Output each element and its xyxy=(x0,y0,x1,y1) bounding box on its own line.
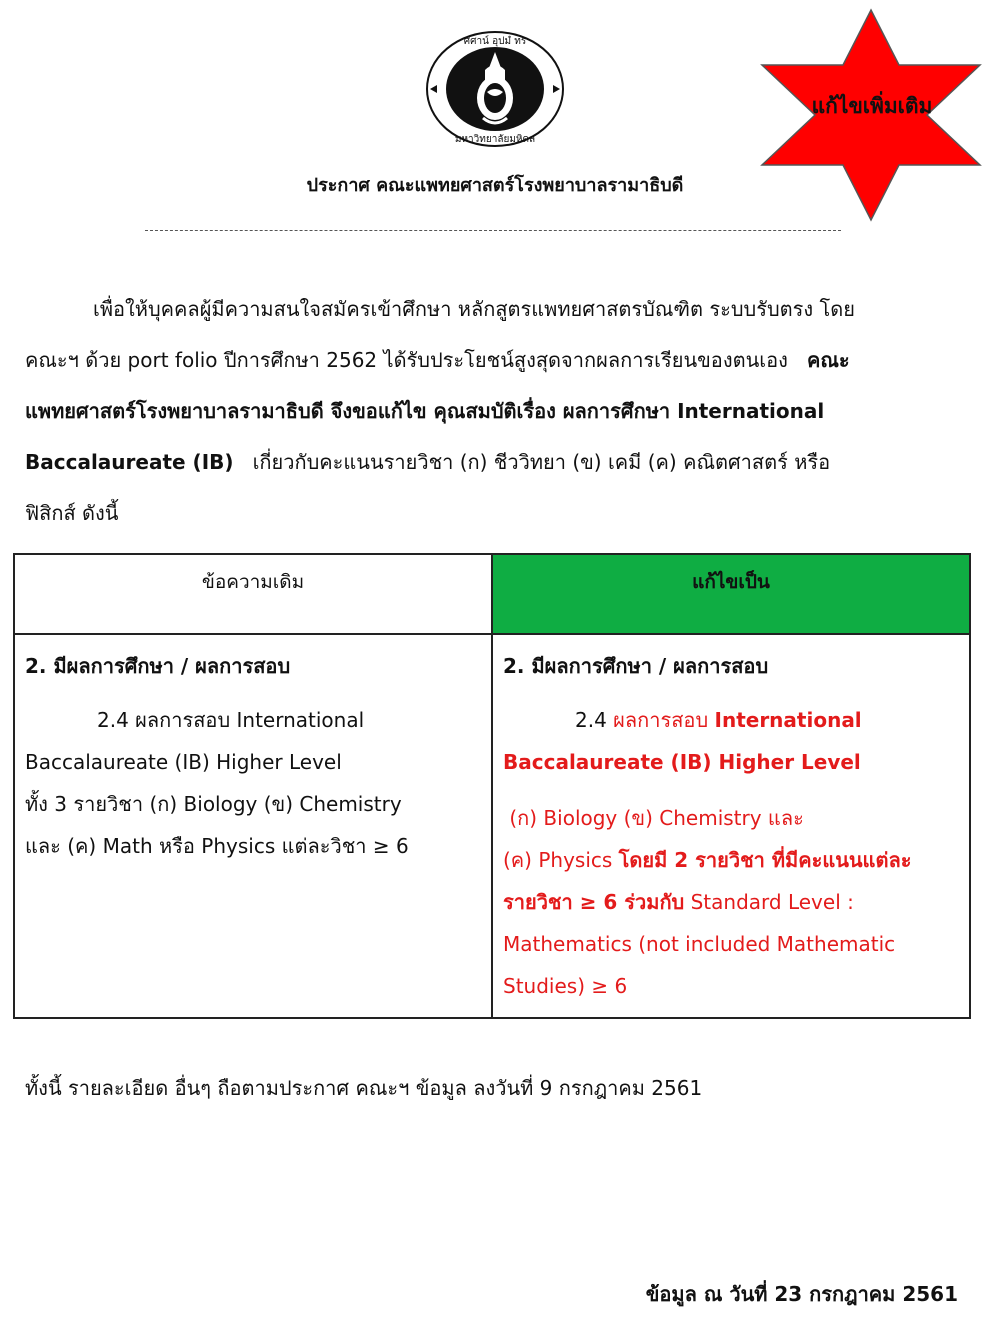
intro-line-5: ฟิสิกส์ ดังนี้ xyxy=(25,501,119,525)
new-line-1: 2.4 ผลการสอบ International xyxy=(575,708,862,732)
new-line-2: Baccalaureate (IB) Higher Level xyxy=(503,750,861,774)
old-heading: 2. มีผลการศึกษา / ผลการสอบ xyxy=(25,654,291,678)
new-line-5: รายวิชา ≥ 6 ร่วมกับ Standard Level : xyxy=(503,890,854,914)
old-text-cell xyxy=(14,634,492,1018)
seal-text-bottom: มหาวิทยาลัยมหิดล xyxy=(454,134,536,145)
col-header-old: ข้อความเดิม xyxy=(14,554,492,634)
col-header-new: แก้ไขเป็น xyxy=(492,554,970,634)
table-header-row xyxy=(14,554,970,634)
comparison-table xyxy=(13,553,971,1019)
seal-text-top: ศศาน์ อุปมํ ทร xyxy=(463,36,527,47)
page-title: ประกาศ คณะแพทยศาสตร์โรงพยาบาลรามาธิบดี xyxy=(306,175,684,196)
intro-line-3: แพทยศาสตร์โรงพยาบาลรามาธิบดี จึงขอแก้ไข คุณสมบัติเรื่อง ผลการศึกษา International xyxy=(25,399,825,423)
signature-date: ข้อมูล ณ วันที่ 23 กรกฎาคม 2561 xyxy=(645,1282,958,1306)
old-line-1: 2.4 ผลการสอบ International xyxy=(97,708,365,732)
old-line-4: และ (ค) Math หรือ Physics แต่ละวิชา ≥ 6 xyxy=(25,834,409,858)
new-text-cell xyxy=(492,634,970,1018)
old-line-2: Baccalaureate (IB) Higher Level xyxy=(25,750,342,774)
university-seal-icon xyxy=(425,30,565,148)
separator-line xyxy=(145,230,841,231)
footer-note: ทั้งนี้ รายละเอียด อื่นๆ ถือตามประกาศ คณะฯ ข้อมูล ลงวันที่ 9 กรกฎาคม 2561 xyxy=(25,1076,703,1100)
new-heading: 2. มีผลการศึกษา / ผลการสอบ xyxy=(503,654,769,678)
new-line-7: Studies) ≥ 6 xyxy=(503,974,628,998)
table-row xyxy=(14,634,970,1018)
new-line-4: (ค) Physics โดยมี 2 รายวิชา ที่มีคะแนนแต่ละ xyxy=(503,848,912,872)
intro-paragraph xyxy=(25,284,945,539)
intro-line-4: Baccalaureate (IB) เกี่ยวกับคะแนนรายวิชา (ก) ชีววิทยา (ข) เคมี (ค) คณิตศาสตร์ หรือ xyxy=(25,450,831,474)
badge-label: แก้ไขเพิ่มเติม xyxy=(811,94,933,118)
intro-line-2: คณะฯ ด้วย port folio ปีการศึกษา 2562 ได้รับประโยชน์สูงสุดจากผลการเรียนของตนเอง คณะ xyxy=(25,348,850,372)
new-line-6: Mathematics (not included Mathematic xyxy=(503,932,896,956)
intro-line-1: เพื่อให้บุคคลผู้มีความสนใจสมัครเข้าศึกษา หลักสูตรแพทยศาสตรบัณฑิต ระบบรับตรง โดย xyxy=(93,297,855,321)
old-line-3: ทั้ง 3 รายวิชา (ก) Biology (ข) Chemistry xyxy=(25,792,402,816)
new-line-3: (ก) Biology (ข) Chemistry และ xyxy=(509,806,804,830)
